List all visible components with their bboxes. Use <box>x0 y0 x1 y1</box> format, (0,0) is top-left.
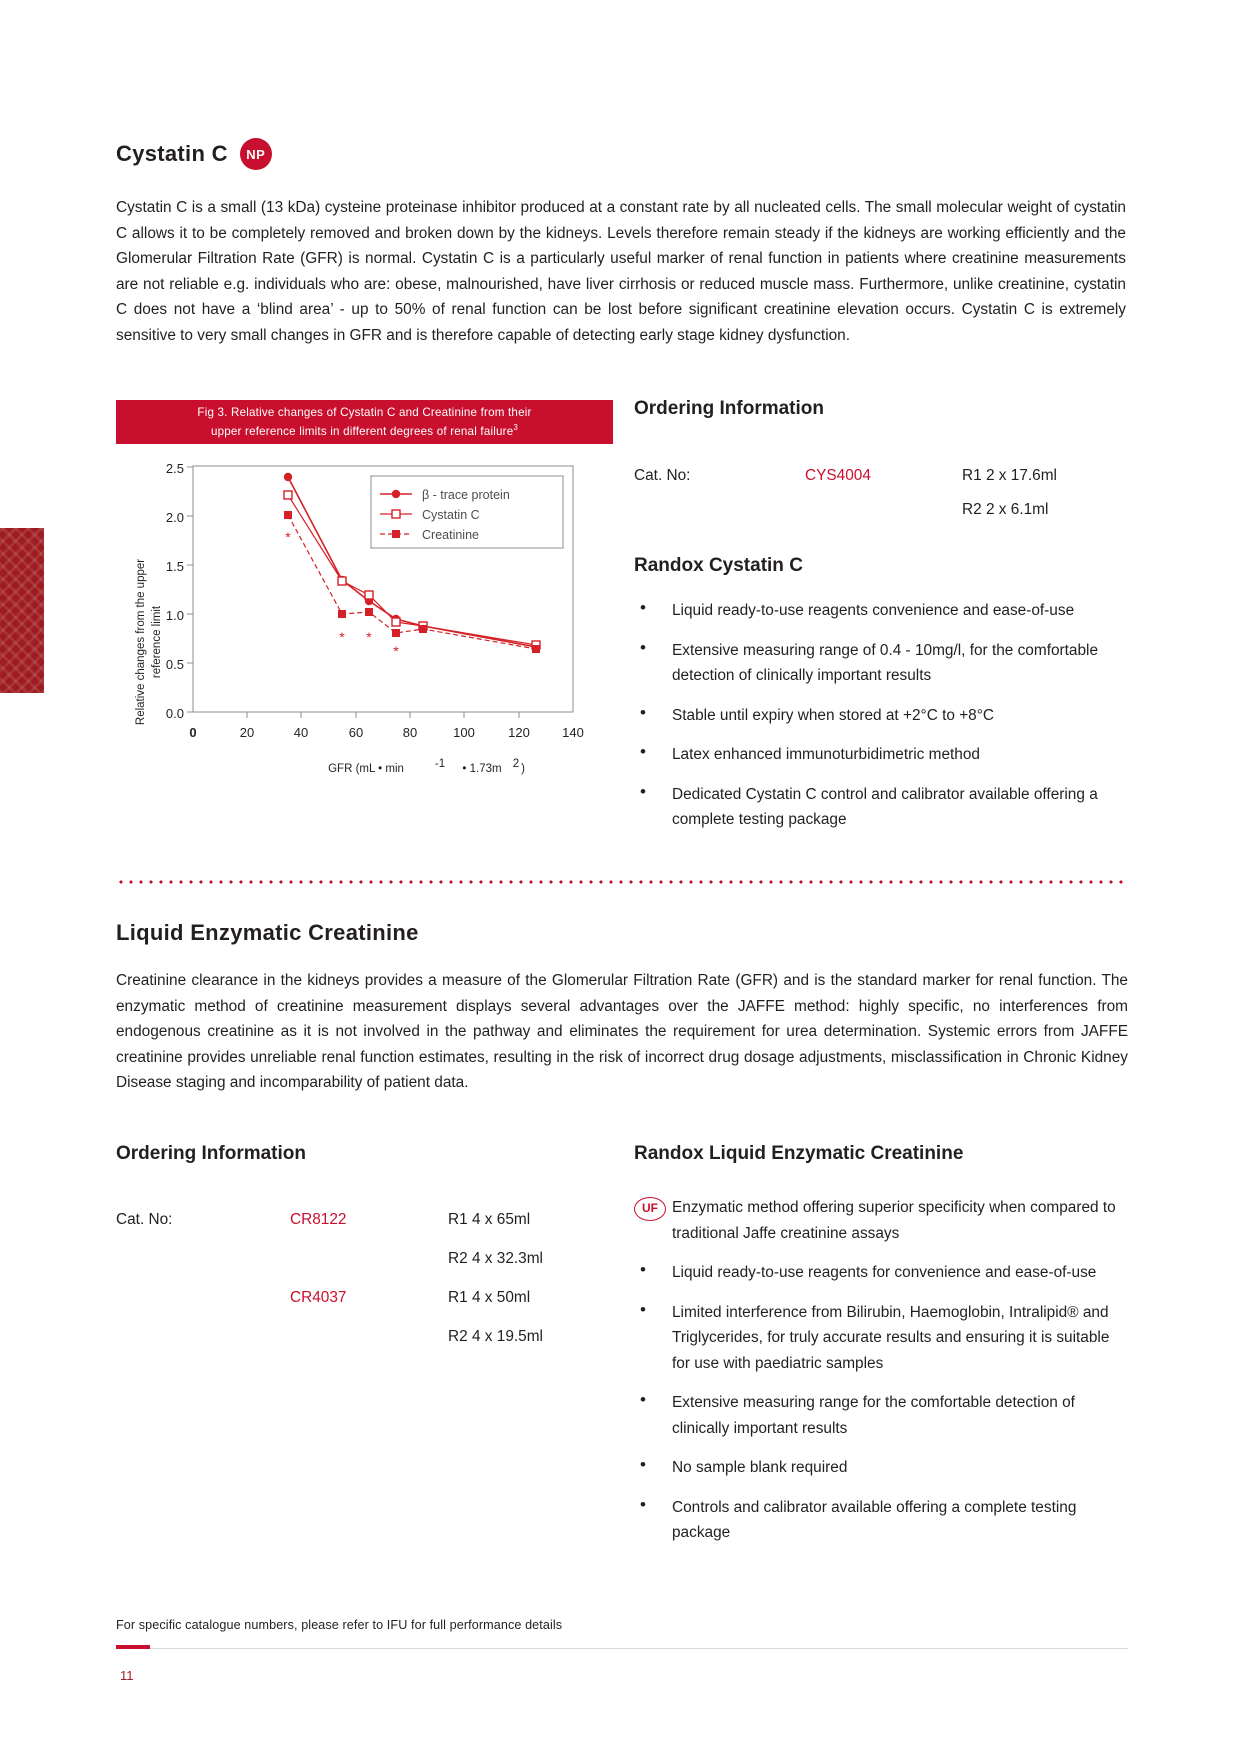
randox-creatinine-title: Randox Liquid Enzymatic Creatinine <box>634 1143 964 1164</box>
page-number: 11 <box>120 1668 134 1683</box>
list-item-text: Dedicated Cystatin C control and calibrator available offering a complete testing package <box>672 785 1098 828</box>
svg-text:β - trace protein: β - trace protein <box>422 488 510 502</box>
svg-text:2: 2 <box>512 758 520 770</box>
svg-text:1.5: 1.5 <box>165 559 184 574</box>
reagent-r1-value: R1 2 x 17.6ml <box>962 467 1057 484</box>
list-item-uf <box>634 1195 1119 1246</box>
svg-text:1.0: 1.0 <box>165 608 184 623</box>
bullet-dot-icon: • <box>640 702 646 722</box>
svg-text:Relative changes from the uppe: Relative changes from the upper <box>135 558 147 726</box>
list-item-text: No sample blank required <box>672 1459 848 1476</box>
list-item <box>634 1300 1119 1377</box>
reagent-r2-value: R2 2 x 6.1ml <box>962 501 1049 518</box>
bullet-dot-icon: • <box>640 742 646 761</box>
svg-text:20: 20 <box>239 725 255 740</box>
svg-text:Cystatin C: Cystatin C <box>422 508 480 522</box>
list-item-text: Enzymatic method offering superior specificity when compared to traditional Jaffe creatinine assays <box>672 1199 1116 1242</box>
creatinine-paragraph-block <box>116 968 1128 1096</box>
figure-chart <box>116 452 613 832</box>
svg-text:0.0: 0.0 <box>165 706 184 721</box>
svg-text:120: 120 <box>508 725 530 740</box>
cat-no-value-cr8122: CR8122 <box>290 1211 347 1228</box>
creatinine-section-title: Liquid Enzymatic Creatinine <box>116 920 419 945</box>
list-item <box>634 598 1104 624</box>
figure-caption-line1: Fig 3. Relative changes of Cystatin C and Creatinine from their <box>197 406 532 420</box>
list-item <box>634 1390 1119 1441</box>
svg-text:0: 0 <box>189 725 197 740</box>
list-item <box>634 703 1104 729</box>
svg-text:40: 40 <box>293 725 309 740</box>
footer-note: For specific catalogue numbers, please refer to IFU for full performance details <box>116 1618 563 1632</box>
svg-text:2.0: 2.0 <box>165 510 184 525</box>
cat-no-label: Cat. No: <box>634 467 691 484</box>
list-item-text: Liquid ready-to-use reagents for convenience and ease-of-use <box>672 1264 1097 1281</box>
reagent-r2-cr8122: R2 4 x 32.3ml <box>448 1250 543 1267</box>
intro-paragraph-block <box>116 195 1126 348</box>
svg-text:140: 140 <box>562 725 584 740</box>
svg-text:• 1.73m: • 1.73m <box>462 763 502 775</box>
list-item-text: Controls and calibrator available offering a complete testing package <box>672 1498 1077 1541</box>
side-tab-decoration <box>0 528 44 693</box>
footer-rule <box>116 1648 1128 1649</box>
bullet-dot-icon: • <box>640 598 646 617</box>
intro-paragraph: Cystatin C is a small (13 kDa) cysteine proteinase inhibitor produced at a constant rate by all nucleated cells. The small molecular weight of cystatin C allows it to be completely removed and broken down by the kidneys. Levels therefore remain steady if the kidneys are working efficiently and the Glomerular Filtration Rate (GFR) is normal. Cystatin C is a particularly useful marker of renal function in patients where creatinine measurements are not reliable e.g. individuals who are: obese, malnourished, have liver cirrhosis or reduced muscle mass. Furthermore, unlike creatinine, cystatin C does not have a ‘blind area’ - up to 50% of renal function can be lost before significant creatinine elevation occurs. Cystatin C is extremely sensitive to very small changes in GFR and is therefore capable of detecting early stage kidney dysfunction. <box>116 199 1126 344</box>
list-item-text: Extensive measuring range of 0.4 - 10mg/l, for the comfortable detection of clinically important results <box>672 641 1099 684</box>
dotted-divider <box>116 880 1128 884</box>
footer-accent-mark <box>116 1645 150 1649</box>
list-item-text: Limited interference from Bilirubin, Haemoglobin, Intralipid® and Triglycerides, for truly accurate results and ensuring it is suitable for use with paediatric samples <box>672 1303 1110 1372</box>
randox-cystatin-title: Randox Cystatin C <box>634 555 803 576</box>
reagent-r2-cr4037: R2 4 x 19.5ml <box>448 1328 543 1345</box>
svg-text:2.5: 2.5 <box>165 461 184 476</box>
bullet-dot-icon: • <box>640 781 646 801</box>
chart-svg <box>116 452 613 832</box>
bullet-dot-icon: • <box>640 1455 646 1474</box>
page-title: Cystatin C <box>116 141 228 166</box>
svg-text:*: * <box>285 529 291 545</box>
list-item-text: Latex enhanced immunoturbidimetric method <box>672 746 980 763</box>
cat-no-label-2: Cat. No: <box>116 1211 173 1228</box>
svg-text:*: * <box>366 629 372 645</box>
randox-cystatin-bullets <box>634 598 1104 847</box>
list-item <box>634 1495 1119 1546</box>
figure-caption <box>116 400 613 444</box>
randox-creatinine-bullets <box>634 1195 1119 1560</box>
list-item <box>634 638 1104 689</box>
svg-text:-1: -1 <box>434 758 446 770</box>
list-item-text: Liquid ready-to-use reagents convenience and ease-of-use <box>672 602 1075 619</box>
cat-no-value: CYS4004 <box>805 467 871 484</box>
svg-text:*: * <box>393 643 399 659</box>
ordering-information-2-title: Ordering Information <box>116 1143 306 1164</box>
list-item-text: Stable until expiry when stored at +2°C to +8°C <box>672 706 995 724</box>
svg-text:): ) <box>521 763 525 775</box>
svg-text:GFR (mL • min: GFR (mL • min <box>328 763 404 775</box>
svg-text:60: 60 <box>348 725 364 740</box>
list-item <box>634 782 1104 833</box>
figure-caption-line2: upper reference limits in different degrees of renal failure <box>210 424 514 438</box>
cat-no-value-cr4037: CR4037 <box>290 1289 347 1306</box>
uf-badge-icon: UF <box>634 1197 666 1221</box>
np-badge-icon: NP <box>240 138 272 170</box>
svg-text:Creatinine: Creatinine <box>422 528 479 542</box>
bullet-dot-icon: • <box>640 1494 646 1514</box>
page-header <box>116 138 272 170</box>
svg-text:100: 100 <box>453 725 475 740</box>
list-item-text: Extensive measuring range for the comfortable detection of clinically important results <box>672 1394 1075 1437</box>
svg-text:*: * <box>339 629 345 645</box>
reagent-r1-cr8122: R1 4 x 65ml <box>448 1211 531 1228</box>
list-item <box>634 1455 1119 1481</box>
list-item <box>634 742 1104 768</box>
list-item <box>634 1260 1119 1286</box>
svg-text:reference limit: reference limit <box>151 605 163 679</box>
svg-text:80: 80 <box>402 725 418 740</box>
bullet-dot-icon: • <box>640 1299 646 1319</box>
bullet-dot-icon: • <box>640 637 646 657</box>
creatinine-paragraph: Creatinine clearance in the kidneys provides a measure of the Glomerular Filtration Rate (GFR) and is the standard marker for renal function. The enzymatic method of creatinine measurement displays several advantages over the JAFFE method: highly specific, no interferences from endogenous creatinine as it is not involved in the pathway and eliminates the requirement for urea determination. Systemic errors from JAFFE creatinine provides unreliable renal function estimates, resulting in the risk of incorrect drug dosage adjustments, misclassification in Chronic Kidney Disease staging and incomparability of patient data. <box>116 972 1128 1091</box>
bullet-dot-icon: • <box>640 1390 646 1409</box>
figure-caption-ref: 3 <box>513 423 519 433</box>
ordering-information-title: Ordering Information <box>634 398 824 419</box>
reagent-r1-cr4037: R1 4 x 50ml <box>448 1289 531 1306</box>
svg-text:0.5: 0.5 <box>165 657 184 672</box>
bullet-dot-icon: • <box>640 1260 646 1279</box>
